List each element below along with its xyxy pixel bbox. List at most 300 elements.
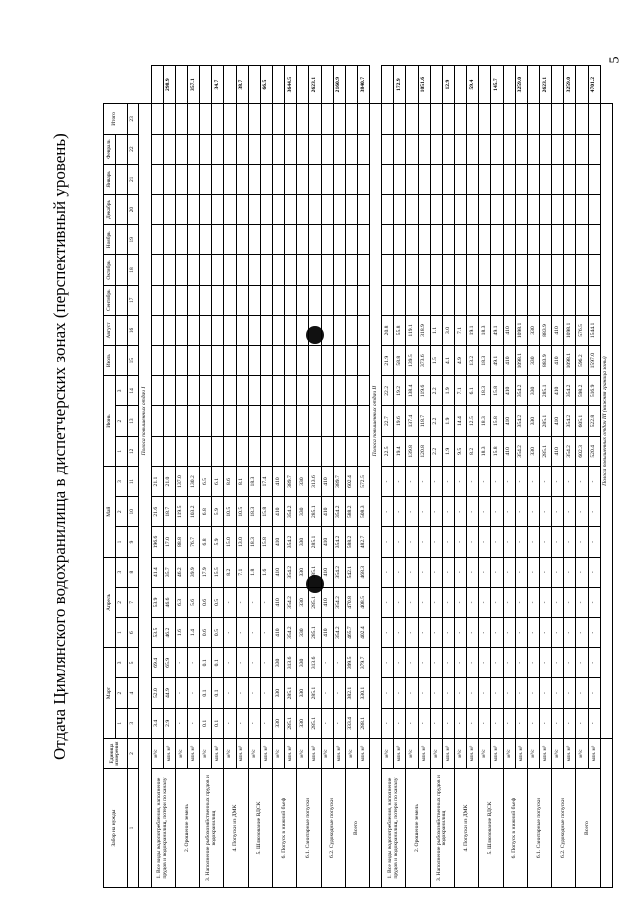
table-cell: [430, 66, 442, 104]
table-cell: [527, 285, 539, 315]
column-number: 10: [127, 497, 139, 527]
table-cell: 410: [321, 618, 333, 648]
table-cell: 10.5: [236, 497, 248, 527]
unit-flow: м³/с: [200, 738, 212, 768]
table-cell: [321, 346, 333, 376]
table-cell: 389.7: [333, 466, 345, 496]
table-cell: -: [527, 708, 539, 738]
table-cell: [151, 436, 163, 466]
table-cell: 354.2: [333, 527, 345, 557]
table-cell: 1597.0: [588, 346, 600, 376]
table-cell: 285.1: [309, 497, 321, 527]
table-cell: [418, 134, 430, 164]
table-cell: -: [467, 527, 479, 557]
table-cell: [479, 164, 491, 194]
table-cell: [430, 255, 442, 285]
table-cell: 119.6: [418, 376, 430, 406]
header-blank: [115, 315, 127, 345]
table-cell: [224, 315, 236, 345]
table-cell: [321, 194, 333, 224]
unit-volume: млн. м³: [357, 738, 369, 768]
table-cell: 389.7: [285, 466, 297, 496]
row-total: 2160.9: [333, 66, 345, 104]
table-cell: -: [491, 466, 503, 496]
table-cell: [285, 194, 297, 224]
table-cell: -: [479, 527, 491, 557]
table-cell: [224, 346, 236, 376]
unit-flow: м³/с: [552, 738, 564, 768]
table-cell: -: [418, 708, 430, 738]
table-cell: 542.1: [345, 557, 357, 587]
table-cell: -: [430, 648, 442, 678]
table-cell: -: [527, 466, 539, 496]
table-cell: [272, 225, 284, 255]
table-cell: [224, 134, 236, 164]
table-cell: [212, 164, 224, 194]
table-cell: 17.0: [163, 527, 175, 557]
table-cell: -: [515, 708, 527, 738]
table-cell: 15.8: [491, 406, 503, 436]
table-cell: [491, 194, 503, 224]
column-number: 21: [127, 164, 139, 194]
table-cell: [382, 66, 394, 104]
header-blank: [115, 164, 127, 194]
table-cell: [260, 134, 272, 164]
table-cell: [200, 285, 212, 315]
table-cell: -: [406, 618, 418, 648]
table-cell: [175, 104, 187, 134]
unit-volume: млн. м³: [442, 738, 454, 768]
table-cell: -: [503, 557, 515, 587]
table-cell: 354.2: [285, 618, 297, 648]
table-cell: 0.1: [212, 708, 224, 738]
table-cell: [503, 285, 515, 315]
table-cell: [272, 164, 284, 194]
table-cell: 330: [527, 315, 539, 345]
table-cell: -: [552, 527, 564, 557]
header-unit: Единица измерения: [104, 738, 128, 768]
table-cell: 22.2: [382, 376, 394, 406]
table-cell: [491, 104, 503, 134]
table-cell: [345, 406, 357, 436]
table-cell: 18.3: [479, 406, 491, 436]
table-cell: 516.9: [588, 376, 600, 406]
table-cell: [491, 164, 503, 194]
table-cell: [224, 104, 236, 134]
table-cell: -: [418, 466, 430, 496]
table-cell: 138.4: [406, 376, 418, 406]
table-cell: [248, 406, 260, 436]
table-cell: 330: [272, 708, 284, 738]
table-cell: [527, 194, 539, 224]
table-cell: -: [406, 648, 418, 678]
table-cell: -: [455, 527, 467, 557]
table-cell: 6.1: [467, 376, 479, 406]
table-cell: [357, 285, 369, 315]
table-cell: [224, 225, 236, 255]
table-cell: [503, 225, 515, 255]
row-total: 1051.6: [418, 66, 430, 104]
table-frame: [103, 65, 613, 888]
header-month: Май: [104, 466, 116, 557]
table-cell: -: [552, 557, 564, 587]
table-cell: -: [588, 708, 600, 738]
table-cell: -: [236, 678, 248, 708]
table-cell: [564, 285, 576, 315]
table-cell: 588.2: [345, 527, 357, 557]
row-total: 3259.0: [515, 66, 527, 104]
table-cell: [236, 104, 248, 134]
header-month: Февраль: [104, 134, 116, 164]
unit-flow: м³/с: [503, 738, 515, 768]
table-cell: 330: [272, 648, 284, 678]
table-cell: 399.5: [345, 648, 357, 678]
header-month: Декабрь: [104, 194, 116, 224]
table-cell: 330: [297, 678, 309, 708]
table-cell: -: [455, 557, 467, 587]
table-cell: -: [515, 648, 527, 678]
table-cell: 15.0: [224, 527, 236, 557]
table-cell: [418, 225, 430, 255]
table-cell: [175, 436, 187, 466]
table-cell: -: [418, 678, 430, 708]
table-cell: [200, 255, 212, 285]
table-cell: -: [430, 678, 442, 708]
table-cell: [442, 164, 454, 194]
table-cell: 2.2: [430, 406, 442, 436]
table-cell: -: [588, 527, 600, 557]
column-number: 1: [127, 769, 139, 888]
table-cell: -: [479, 648, 491, 678]
header-decade: 2: [115, 587, 127, 617]
table-cell: [357, 436, 369, 466]
row-total: 66.5: [260, 66, 272, 104]
table-cell: [442, 194, 454, 224]
table-cell: -: [503, 466, 515, 496]
table-cell: [260, 315, 272, 345]
table-cell: 15.8: [260, 527, 272, 557]
table-cell: 137.4: [406, 406, 418, 436]
zone-spacer: [600, 738, 612, 887]
column-number: 5: [127, 648, 139, 678]
unit-volume: млн. м³: [564, 738, 576, 768]
table-cell: 19.2: [394, 376, 406, 406]
table-cell: -: [540, 678, 552, 708]
table-cell: 410: [552, 376, 564, 406]
table-cell: -: [455, 618, 467, 648]
table-cell: 1.9: [442, 436, 454, 466]
table-cell: [272, 134, 284, 164]
table-cell: [200, 104, 212, 134]
table-cell: 410: [272, 557, 284, 587]
table-cell: [588, 104, 600, 134]
table-cell: [272, 255, 284, 285]
column-number: 9: [127, 527, 139, 557]
table-cell: -: [382, 527, 394, 557]
table-cell: [345, 225, 357, 255]
table-cell: 1098.1: [564, 346, 576, 376]
table-cell: -: [455, 497, 467, 527]
table-cell: [285, 255, 297, 285]
table-cell: [260, 346, 272, 376]
table-cell: -: [467, 497, 479, 527]
table-cell: 49.1: [491, 346, 503, 376]
table-cell: 12.5: [467, 406, 479, 436]
table-cell: -: [576, 466, 588, 496]
row-name: 6.2. Судоходные попуски: [552, 769, 576, 888]
table-cell: [576, 134, 588, 164]
table-cell: -: [515, 678, 527, 708]
table-cell: 53.9: [151, 587, 163, 617]
table-cell: -: [442, 466, 454, 496]
table-cell: -: [552, 648, 564, 678]
table-cell: 22.5: [382, 436, 394, 466]
table-cell: -: [503, 587, 515, 617]
table-cell: -: [588, 618, 600, 648]
table-cell: 8.2: [224, 557, 236, 587]
column-number: 23: [127, 104, 139, 134]
table-cell: [163, 164, 175, 194]
table-cell: 285.1: [285, 708, 297, 738]
table-cell: [260, 255, 272, 285]
table-cell: [212, 376, 224, 406]
table-cell: [212, 225, 224, 255]
table-cell: -: [515, 497, 527, 527]
table-cell: -: [430, 466, 442, 496]
table-cell: [455, 255, 467, 285]
table-cell: -: [455, 648, 467, 678]
table-cell: -: [260, 648, 272, 678]
row-name: 4. Попуски из ДМК: [224, 769, 248, 888]
table-cell: 330: [297, 466, 309, 496]
table-cell: -: [527, 497, 539, 527]
table-cell: -: [382, 557, 394, 587]
table-cell: -: [175, 708, 187, 738]
table-cell: [236, 315, 248, 345]
table-cell: -: [442, 708, 454, 738]
table-cell: [564, 255, 576, 285]
table-cell: 103.2: [187, 497, 199, 527]
table-cell: [272, 104, 284, 134]
table-cell: 3.4: [151, 708, 163, 738]
table-cell: -: [515, 587, 527, 617]
table-cell: 139.8: [406, 436, 418, 466]
table-cell: 596.2: [576, 346, 588, 376]
table-cell: [321, 285, 333, 315]
table-cell: [406, 164, 418, 194]
table-cell: [260, 436, 272, 466]
table-cell: [285, 104, 297, 134]
table-cell: [491, 134, 503, 164]
column-number: 18: [127, 255, 139, 285]
table-cell: [297, 376, 309, 406]
table-cell: [345, 285, 357, 315]
table-cell: [527, 255, 539, 285]
table-cell: -: [576, 527, 588, 557]
table-cell: 44.9: [163, 678, 175, 708]
table-cell: [406, 66, 418, 104]
table-cell: [200, 376, 212, 406]
table-cell: -: [260, 587, 272, 617]
table-cell: [576, 285, 588, 315]
row-name: 6.2. Судоходные попуски: [321, 769, 345, 888]
row-name: 2. Орошение земель: [175, 769, 199, 888]
table-cell: [321, 134, 333, 164]
water-release-table: [103, 65, 613, 888]
table-cell: [200, 66, 212, 104]
table-cell: 46.2: [175, 557, 187, 587]
table-cell: [309, 315, 321, 345]
table-cell: [382, 255, 394, 285]
header-month: Июнь: [104, 376, 116, 467]
table-cell: 9.5: [455, 436, 467, 466]
header-decade: 3: [115, 557, 127, 587]
row-name: Всего: [345, 769, 369, 888]
table-cell: [552, 104, 564, 134]
table-cell: -: [455, 587, 467, 617]
unit-flow: м³/с: [248, 738, 260, 768]
table-cell: -: [491, 587, 503, 617]
table-cell: [297, 255, 309, 285]
table-cell: -: [321, 648, 333, 678]
table-cell: -: [418, 618, 430, 648]
table-cell: 408.5: [357, 587, 369, 617]
table-cell: [321, 315, 333, 345]
table-cell: -: [394, 466, 406, 496]
table-cell: -: [491, 527, 503, 557]
table-cell: [576, 255, 588, 285]
row-total: 4701.2: [588, 66, 600, 104]
table-cell: -: [540, 557, 552, 587]
header-month: Ноябрь: [104, 225, 116, 255]
table-cell: [540, 255, 552, 285]
table-cell: -: [467, 708, 479, 738]
table-cell: [175, 346, 187, 376]
table-cell: 330: [527, 376, 539, 406]
table-cell: 0.1: [200, 708, 212, 738]
table-cell: [333, 315, 345, 345]
table-cell: [285, 315, 297, 345]
unit-volume: млн. м³: [260, 738, 272, 768]
table-cell: 410: [552, 315, 564, 345]
table-cell: 18.3: [248, 497, 260, 527]
table-cell: -: [588, 678, 600, 708]
table-cell: [212, 406, 224, 436]
header-blank: [115, 194, 127, 224]
table-cell: [394, 194, 406, 224]
table-cell: -: [442, 557, 454, 587]
table-cell: -: [552, 466, 564, 496]
table-cell: 17.4: [260, 466, 272, 496]
table-cell: [321, 255, 333, 285]
table-cell: 354.2: [564, 406, 576, 436]
row-total: 3644.5: [285, 66, 297, 104]
table-cell: [200, 315, 212, 345]
table-cell: [224, 194, 236, 224]
table-cell: 1.4: [187, 618, 199, 648]
table-cell: -: [491, 648, 503, 678]
table-cell: -: [455, 466, 467, 496]
table-cell: -: [248, 678, 260, 708]
table-cell: -: [382, 708, 394, 738]
table-cell: -: [515, 557, 527, 587]
table-cell: [503, 66, 515, 104]
table-cell: 410: [503, 346, 515, 376]
table-cell: 1098.1: [564, 315, 576, 345]
table-cell: [564, 164, 576, 194]
table-cell: [357, 255, 369, 285]
table-cell: -: [527, 648, 539, 678]
table-cell: [187, 134, 199, 164]
table-cell: [527, 104, 539, 134]
table-cell: [163, 194, 175, 224]
table-cell: [151, 315, 163, 345]
column-number: 4: [127, 678, 139, 708]
table-cell: -: [394, 587, 406, 617]
table-cell: [272, 376, 284, 406]
table-cell: [357, 164, 369, 194]
table-cell: [467, 104, 479, 134]
header-month: Март: [104, 648, 116, 739]
row-name: 1. Все виды водопотребления, наполнение прудов и водохранилищ, потери по каналу: [382, 769, 406, 888]
table-cell: [588, 164, 600, 194]
table-cell: 1.6: [175, 618, 187, 648]
table-cell: 508.3: [357, 497, 369, 527]
table-cell: -: [382, 648, 394, 678]
table-cell: [224, 285, 236, 315]
table-cell: -: [527, 557, 539, 587]
table-cell: -: [527, 527, 539, 557]
unit-volume: млн. м³: [163, 738, 175, 768]
table-cell: 18.3: [248, 527, 260, 557]
table-cell: [248, 255, 260, 285]
table-cell: [151, 255, 163, 285]
table-cell: 354.2: [333, 497, 345, 527]
table-cell: 285.1: [309, 527, 321, 557]
table-cell: [333, 406, 345, 436]
table-cell: 285.1: [309, 708, 321, 738]
row-name: 5. Шлюзование ВДСК: [248, 769, 272, 888]
table-cell: -: [503, 618, 515, 648]
row-total: 38.7: [236, 66, 248, 104]
table-cell: [527, 134, 539, 164]
table-cell: [333, 436, 345, 466]
table-cell: -: [248, 648, 260, 678]
table-cell: -: [442, 527, 454, 557]
table-cell: 4.9: [455, 346, 467, 376]
table-cell: 130.2: [187, 466, 199, 496]
table-cell: 18.3: [248, 466, 260, 496]
table-cell: -: [224, 678, 236, 708]
table-cell: [272, 346, 284, 376]
table-cell: -: [430, 587, 442, 617]
table-cell: [175, 255, 187, 285]
zone-spacer: [370, 738, 382, 887]
table-cell: 330: [297, 708, 309, 738]
table-cell: [503, 134, 515, 164]
table-cell: 410: [272, 466, 284, 496]
table-cell: 410: [272, 618, 284, 648]
table-cell: [357, 104, 369, 134]
table-cell: [236, 194, 248, 224]
row-name: 6.1. Санитарные попуски: [527, 769, 551, 888]
unit-volume: млн. м³: [394, 738, 406, 768]
table-cell: [297, 406, 309, 436]
table-cell: 410: [321, 557, 333, 587]
table-cell: 410: [321, 497, 333, 527]
table-cell: [491, 225, 503, 255]
table-cell: [382, 194, 394, 224]
